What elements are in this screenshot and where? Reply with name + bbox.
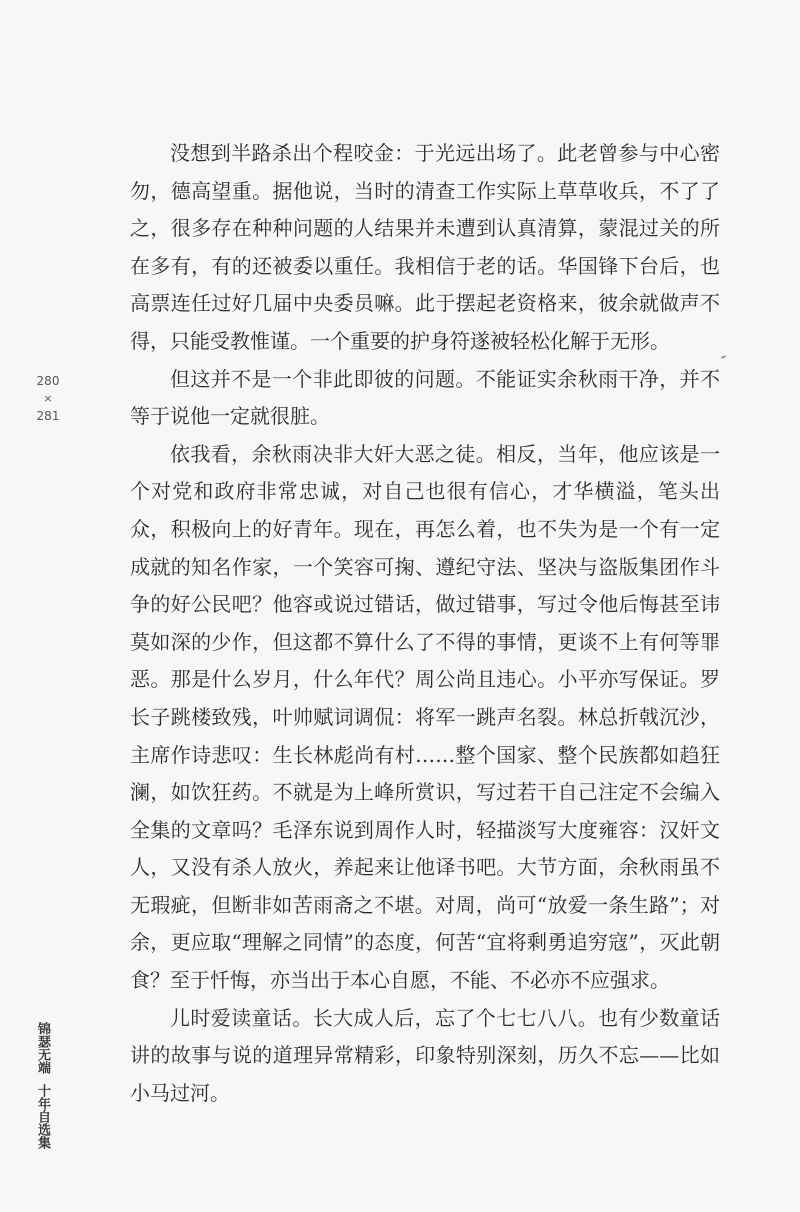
book-title: 锦瑟无端: [35, 1022, 50, 1074]
book-subtitle: 十年自选集: [35, 1084, 50, 1149]
paragraph: 依我看，余秋雨决非大奸大恶之徒。相反，当年，他应该是一个对党和政府非常忠诚，对自己也很有信心，才华横溢，笔头出众，积极向上的好青年。现在，再怎么着，也不失为是一个有一定成就的知名作家，一个笑容可掬、遵纪守法、坚决与盗版集团作斗争的好公民吧？他容或说过错话，做过错事，写过令他后悔甚至讳莫如深的少作，但这都不算什么了不得的事情，更谈不上有何等罪恶。那是什么岁月，什么年代？周公尚且违心。小平亦写保证。罗长子跳楼致残，叶帅赋词调侃：将军一跳声名裂。林总折戟沉沙，主席作诗悲叹：生长林彪尚有村……整个国家、整个民族都如趋狂澜，如饮狂药。不就是为上峰所赏识，写过若干自己注定不会编入全集的文章吗？毛泽东说到周作人时，轻描淡写大度雍容：汉奸文人，又没有杀人放火，养起来让他译书吧。大节方面，余秋雨虽不无瑕疵，但断非如苦雨斋之不堪。对周，尚可“放爱一条生路”；对余，更应取“理解之同情”的态度，何苦“宜将剩勇追穷寇”，灭此朝食？至于忏悔，亦当出于本心自愿，不能、不必亦不应强求。: [130, 441, 720, 993]
paragraph: 儿时爱读童话。长大成人后，忘了个七七八八。也有少数童话讲的故事与说的道理异常精彩，印象特别深刻，历久不忘——比如小马过河。: [130, 1005, 720, 1105]
body-text: [130, 135, 720, 1112]
page-number-right: 281: [36, 409, 60, 423]
running-title: [34, 1022, 50, 1149]
page-number-left: 280: [36, 374, 60, 388]
page-number-separator: ×: [43, 392, 53, 405]
page-number-block: [28, 372, 68, 426]
paragraph: 没想到半路杀出个程咬金：于光远出场了。此老曾参与中心密勿，德高望重。据他说，当时的清查工作实际上草草收兵，不了了之，很多存在种种问题的人结果并未遭到认真清算，蒙混过关的所在多有，有的还被委以重任。我相信于老的话。华国锋下台后，也高票连任过好几届中央委员嘛。此于摆起老资格来，彼余就做声不得，只能受教惟谨。一个重要的护身符遂被轻松化解于无形。: [130, 141, 720, 353]
paragraph: 但这并不是一个非此即彼的问题。不能证实余秋雨干净，并不等于说他一定就很脏。: [130, 366, 720, 429]
scan-mark: [721, 355, 726, 359]
